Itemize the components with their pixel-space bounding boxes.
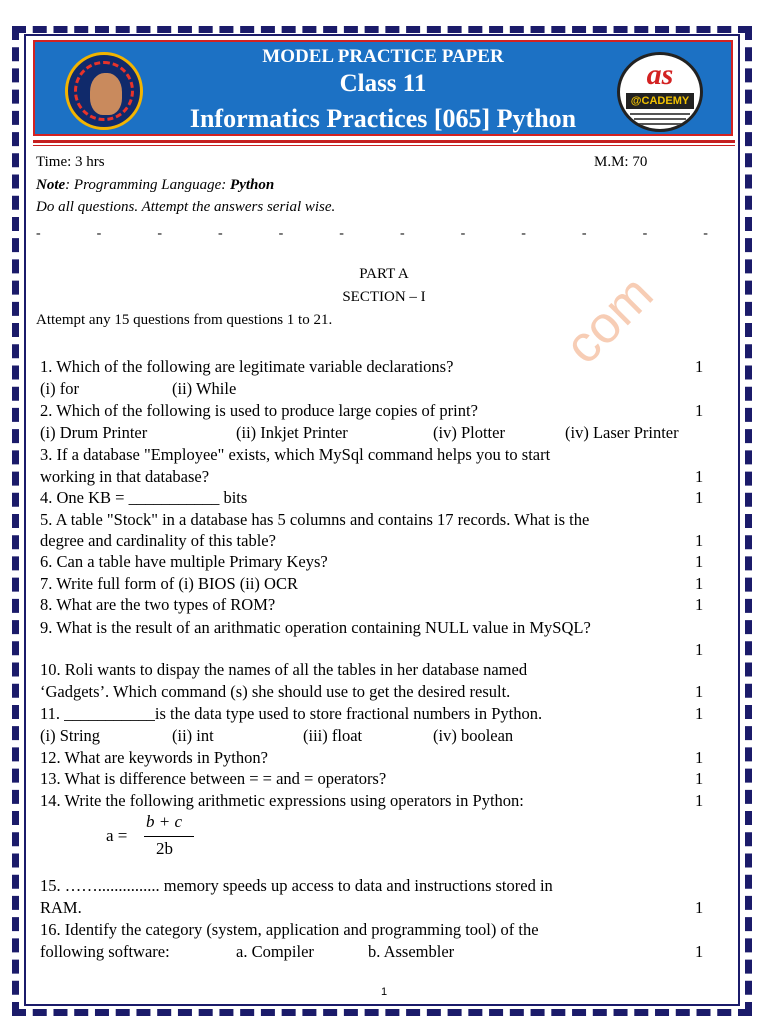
q11-option-4: (iv) boolean — [433, 726, 514, 745]
question-3-line-1: 3. If a database "Employee" exists, which MySql command helps you to start — [40, 445, 551, 464]
marks-q9: 1 — [695, 640, 704, 659]
marks-q1: 1 — [695, 357, 704, 376]
separator-dash: - — [157, 226, 162, 241]
marks-q14: 1 — [695, 791, 704, 810]
marks-q15: 1 — [695, 898, 704, 917]
academy-logo-icon: as @CADEMY — [617, 52, 703, 132]
marks-q3: 1 — [695, 467, 704, 486]
question-5-line-2: degree and cardinality of this table? — [40, 531, 276, 550]
separator-dash: - — [460, 226, 466, 241]
q2-option-4: (iv) Laser Printer — [565, 423, 679, 442]
separator-dash: - — [703, 226, 708, 241]
question-10-line-2: ‘Gadgets’. Which command (s) she should use to get the desired result. — [40, 682, 511, 701]
question-14: 14. Write the following arithmetic expressions using operators in Python: — [40, 791, 524, 810]
part-heading: PART A — [359, 266, 409, 282]
watermark: com — [553, 264, 665, 376]
separator-dash: - — [521, 226, 526, 241]
separator-dash: - — [339, 226, 344, 241]
paper-title: MODEL PRACTICE PAPER — [262, 46, 504, 67]
separator-dash: - — [278, 226, 284, 241]
separator-dash: - — [96, 226, 102, 241]
question-4: 4. One KB = ___________ bits — [40, 488, 248, 507]
marks-q7: 1 — [695, 574, 704, 593]
marks-q4: 1 — [695, 488, 704, 507]
question-6: 6. Can a table have multiple Primary Keys? — [40, 552, 328, 571]
marks-q5: 1 — [695, 531, 704, 550]
question-16-line-1: 16. Identify the category (system, application and programming tool) of the — [40, 920, 539, 939]
general-instruction: Do all questions. Attempt the answers serial wise. — [36, 199, 336, 215]
marks-q6: 1 — [695, 552, 704, 571]
marks-q16: 1 — [695, 942, 704, 961]
marks-q8: 1 — [695, 595, 704, 614]
separator-dash: - — [581, 226, 587, 241]
q16-option-a: a. Compiler — [236, 942, 314, 961]
dashed-separator — [36, 226, 708, 242]
q1-option-1: (i) for — [40, 379, 79, 398]
fraction-bar — [144, 836, 194, 837]
q1-option-2: (ii) While — [172, 379, 237, 398]
separator-dash: - — [399, 226, 405, 241]
q11-option-2: (ii) int — [172, 726, 214, 745]
section-heading: SECTION – I — [342, 289, 426, 305]
question-9: 9. What is the result of an arithmatic operation containing NULL value in MySQL? — [40, 618, 591, 637]
header-divider-thin — [33, 145, 735, 146]
question-12: 12. What are keywords in Python? — [40, 748, 268, 767]
note-line: Note: Programming Language: Python — [36, 177, 275, 193]
q16-option-b: b. Assembler — [368, 942, 455, 961]
q2-option-3: (iv) Plotter — [433, 423, 505, 442]
question-10-line-1: 10. Roli wants to dispay the names of all the tables in her database named — [40, 660, 528, 679]
separator-dash: - — [217, 226, 223, 241]
separator-dash: - — [642, 226, 648, 241]
q2-option-2: (ii) Inkjet Printer — [236, 423, 348, 442]
question-5-line-1: 5. A table "Stock" in a database has 5 columns and contains 17 records. What is the — [40, 510, 590, 529]
q11-option-3: (iii) float — [303, 726, 363, 745]
question-7: 7. Write full form of (i) BIOS (ii) OCR — [40, 574, 298, 593]
q2-option-1: (i) Drum Printer — [40, 423, 148, 442]
header-divider — [33, 140, 735, 143]
question-11: 11. ___________is the data type used to store fractional numbers in Python. — [40, 704, 543, 723]
marks-q2: 1 — [695, 401, 704, 420]
q14-numerator: b + c — [146, 812, 183, 831]
subject-title: Informatics Practices [065] Python — [189, 104, 577, 133]
time-label: Time: 3 hrs — [36, 154, 105, 170]
class-title: Class 11 — [339, 70, 427, 97]
max-marks-label: M.M: 70 — [594, 154, 648, 170]
page-number: 1 — [380, 986, 388, 998]
separator-dash: - — [36, 226, 41, 241]
question-1: 1. Which of the following are legitimate variable declarations? — [40, 357, 454, 376]
question-16-line-2: following software: — [40, 942, 170, 961]
marks-q10: 1 — [695, 682, 704, 701]
question-3-line-2: working in that database? — [40, 467, 210, 486]
q14-denominator: 2b — [156, 839, 173, 858]
question-15-line-1: 15. ……............... memory speeds up access to data and instructions stored in — [40, 876, 553, 895]
question-8: 8. What are the two types of ROM? — [40, 595, 276, 614]
question-2: 2. Which of the following is used to produce large copies of print? — [40, 401, 478, 420]
q14-expression-lhs: a = — [106, 826, 128, 845]
section-instruction: Attempt any 15 questions from questions 1 to 21. — [36, 312, 333, 328]
marks-q12: 1 — [695, 748, 704, 767]
question-15-line-2: RAM. — [40, 898, 82, 917]
header-banner — [33, 40, 733, 136]
q11-option-1: (i) String — [40, 726, 101, 745]
marks-q11: 1 — [695, 704, 704, 723]
marks-q13: 1 — [695, 769, 704, 788]
question-13: 13. What is difference between = = and = operators? — [40, 769, 387, 788]
